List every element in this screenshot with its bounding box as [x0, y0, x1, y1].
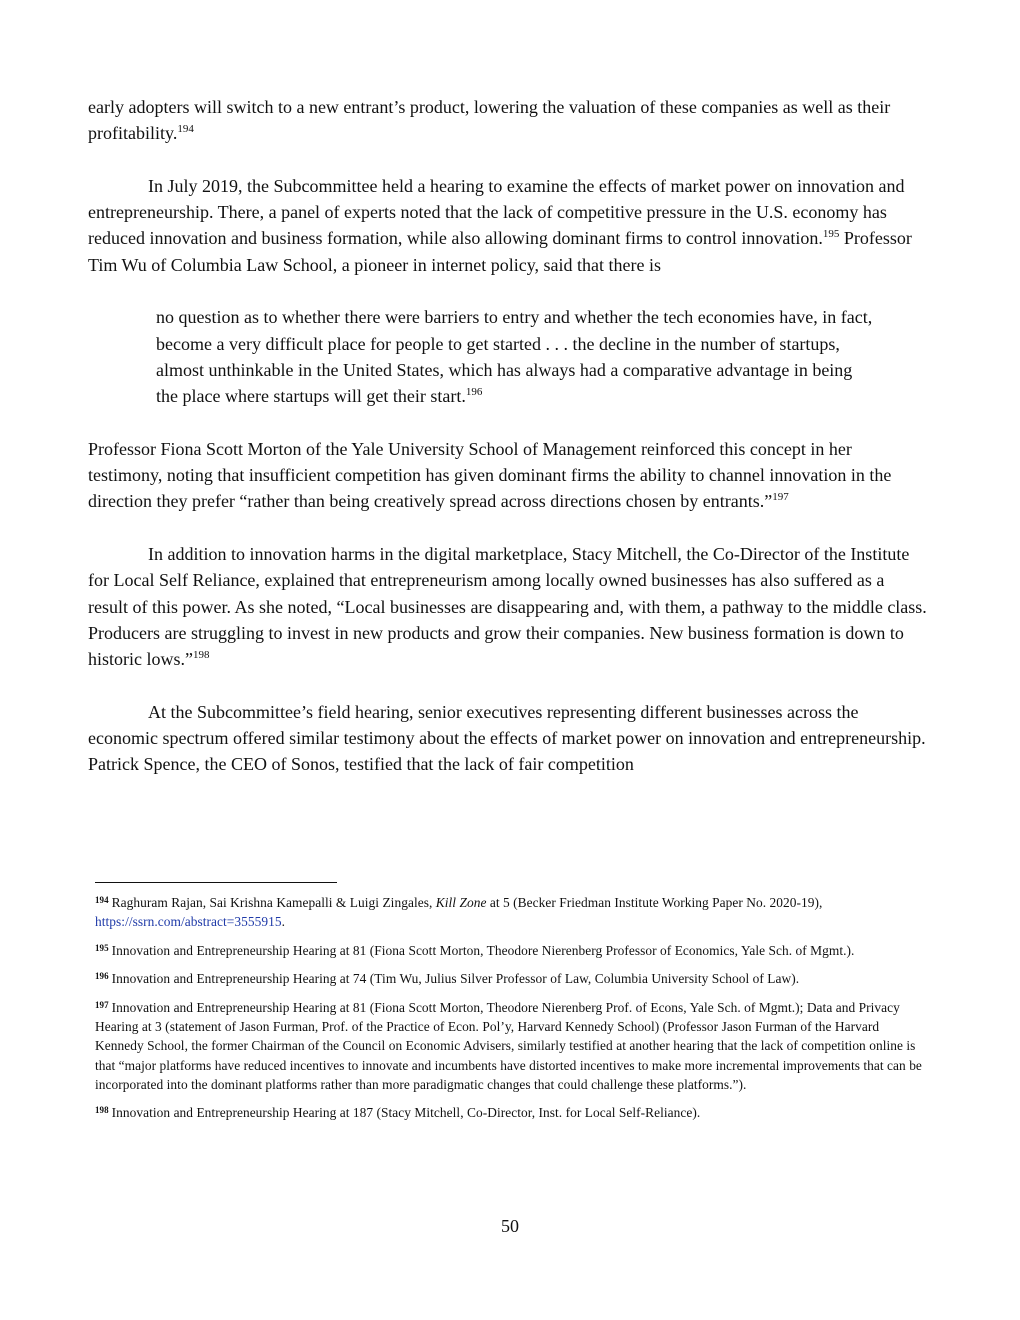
footnote-number: 195 — [95, 942, 109, 953]
paragraph-text: In addition to innovation harms in the digital marketplace, Stacy Mitchell, the Co-Director of the Institute for Local Self Reliance, explained that entrepreneurism among locally owned businesses has also suffered as a result of this power. As she noted, “Local businesses are disappearing and, with them, a pathway to the middle class. Producers are struggling to invest in new products and grow their companies. New business formation is down to historic lows.” — [88, 544, 927, 670]
paragraph-stacy-mitchell — [88, 541, 928, 672]
footnote-divider — [95, 882, 337, 883]
footnote-197 — [95, 998, 925, 1094]
paragraph-text: In July 2019, the Subcommittee held a hearing to examine the effects of market power on innovation and entrepreneurship. There, a panel of experts noted that the lack of competitive pressure in the U.S. economy has reduced innovation and business formation, while also allowing dominant firms to control innovation. — [88, 175, 905, 249]
paragraph-early-adopters — [88, 94, 928, 147]
paragraph-fiona-scott-morton — [88, 436, 928, 515]
paragraph-text: At the Subcommittee’s field hearing, senior executives representing different businesses across the economic spectrum offered similar testimony about the effects of market power on innovation and entrepreneurship. Patrick Spence, the CEO of Sonos, testified that the lack of fair competition — [88, 701, 926, 775]
footnote-number: 194 — [95, 895, 109, 905]
footnote-text: at 5 (Becker Friedman Institute Working Paper No. 2020-19), — [486, 895, 823, 910]
footnote-text: Raghuram Rajan, Sai Krishna Kamepalli & Luigi Zingales, — [111, 895, 436, 910]
footnote-196 — [95, 969, 925, 988]
footnote-ref-197[interactable]: 197 — [772, 491, 789, 504]
footnote-ref-194[interactable]: 194 — [177, 123, 194, 136]
footnote-text: . — [281, 914, 286, 930]
footnote-194 — [95, 893, 925, 931]
footnote-198 — [95, 1103, 925, 1122]
footnote-text: Innovation and Entrepreneurship Hearing at 81 (Fiona Scott Morton, Theodore Nierenberg Prof. of Econs, Yale Sch. of Mgmt.); Data and Privacy Hearing at 3 (statement of Jason Furman, Prof. of the Practice of Econ. Pol’y, Harvard Kennedy School) (Professor Jason Furman of the Harvard Kennedy School, the former Chairman of the Council on Economic Advisers, similarly testified at another hearing that the lack of competition online is that “major platforms have reduced incentives to innovate and incumbents have distorted incentives to make more incremental improvements that can be incorporated into the dominant platforms rather than more paradigmatic changes that could challenge these platforms.”). — [95, 999, 922, 1092]
footnote-italic-title: Kill Zone — [435, 895, 487, 910]
page-number: 50 — [501, 1216, 519, 1236]
footnote-195 — [95, 941, 925, 960]
footnote-number: 196 — [95, 971, 109, 982]
page-body — [88, 94, 928, 804]
paragraph-field-hearing — [88, 699, 928, 778]
quote-text: no question as to whether there were barriers to entry and whether the tech economies have, in fact, become a very difficult place for people to get started . . . the decline in the number of startups, almost unthinkable in the United States, which has always had a comparative advantage in being the place where startups will get their start. — [156, 307, 873, 407]
ssrn-link[interactable]: https://ssrn.com/abstract=3555915 — [95, 914, 282, 930]
footnote-text: Innovation and Entrepreneurship Hearing at 187 (Stacy Mitchell, Co-Director, Inst. for Local Self-Reliance). — [111, 1105, 701, 1121]
paragraph-text: Professor Fiona Scott Morton of the Yale University School of Management reinforced this concept in her testimony, noting that insufficient competition has given dominant firms the ability to channel innovation in the direction they prefer “rather than being creatively spread across directions chosen by entrants.” — [88, 438, 892, 512]
paragraph-text: early adopters will switch to a new entrant’s product, lowering the valuation of these companies as well as their profitability. — [88, 97, 891, 144]
footnote-text: Innovation and Entrepreneurship Hearing at 81 (Fiona Scott Morton, Theodore Nierenberg Professor of Economics, Yale Sch. of Mgmt.). — [111, 942, 855, 958]
footnote-ref-196[interactable]: 196 — [465, 386, 483, 399]
footnotes — [95, 893, 925, 1132]
footnote-number: 198 — [95, 1105, 109, 1116]
block-quote-tim-wu — [156, 304, 876, 409]
footnote-number: 197 — [95, 999, 109, 1010]
footnote-ref-195[interactable]: 195 — [822, 228, 840, 241]
footnote-text: Innovation and Entrepreneurship Hearing at 74 (Tim Wu, Julius Silver Professor of Law, Columbia University School of Law). — [111, 971, 800, 987]
paragraph-text: Professor Tim Wu of Columbia Law School, a pioneer in internet policy, said that there is — [88, 228, 912, 275]
paragraph-july-2019-hearing — [88, 173, 928, 278]
footnote-ref-198[interactable]: 198 — [193, 649, 210, 662]
